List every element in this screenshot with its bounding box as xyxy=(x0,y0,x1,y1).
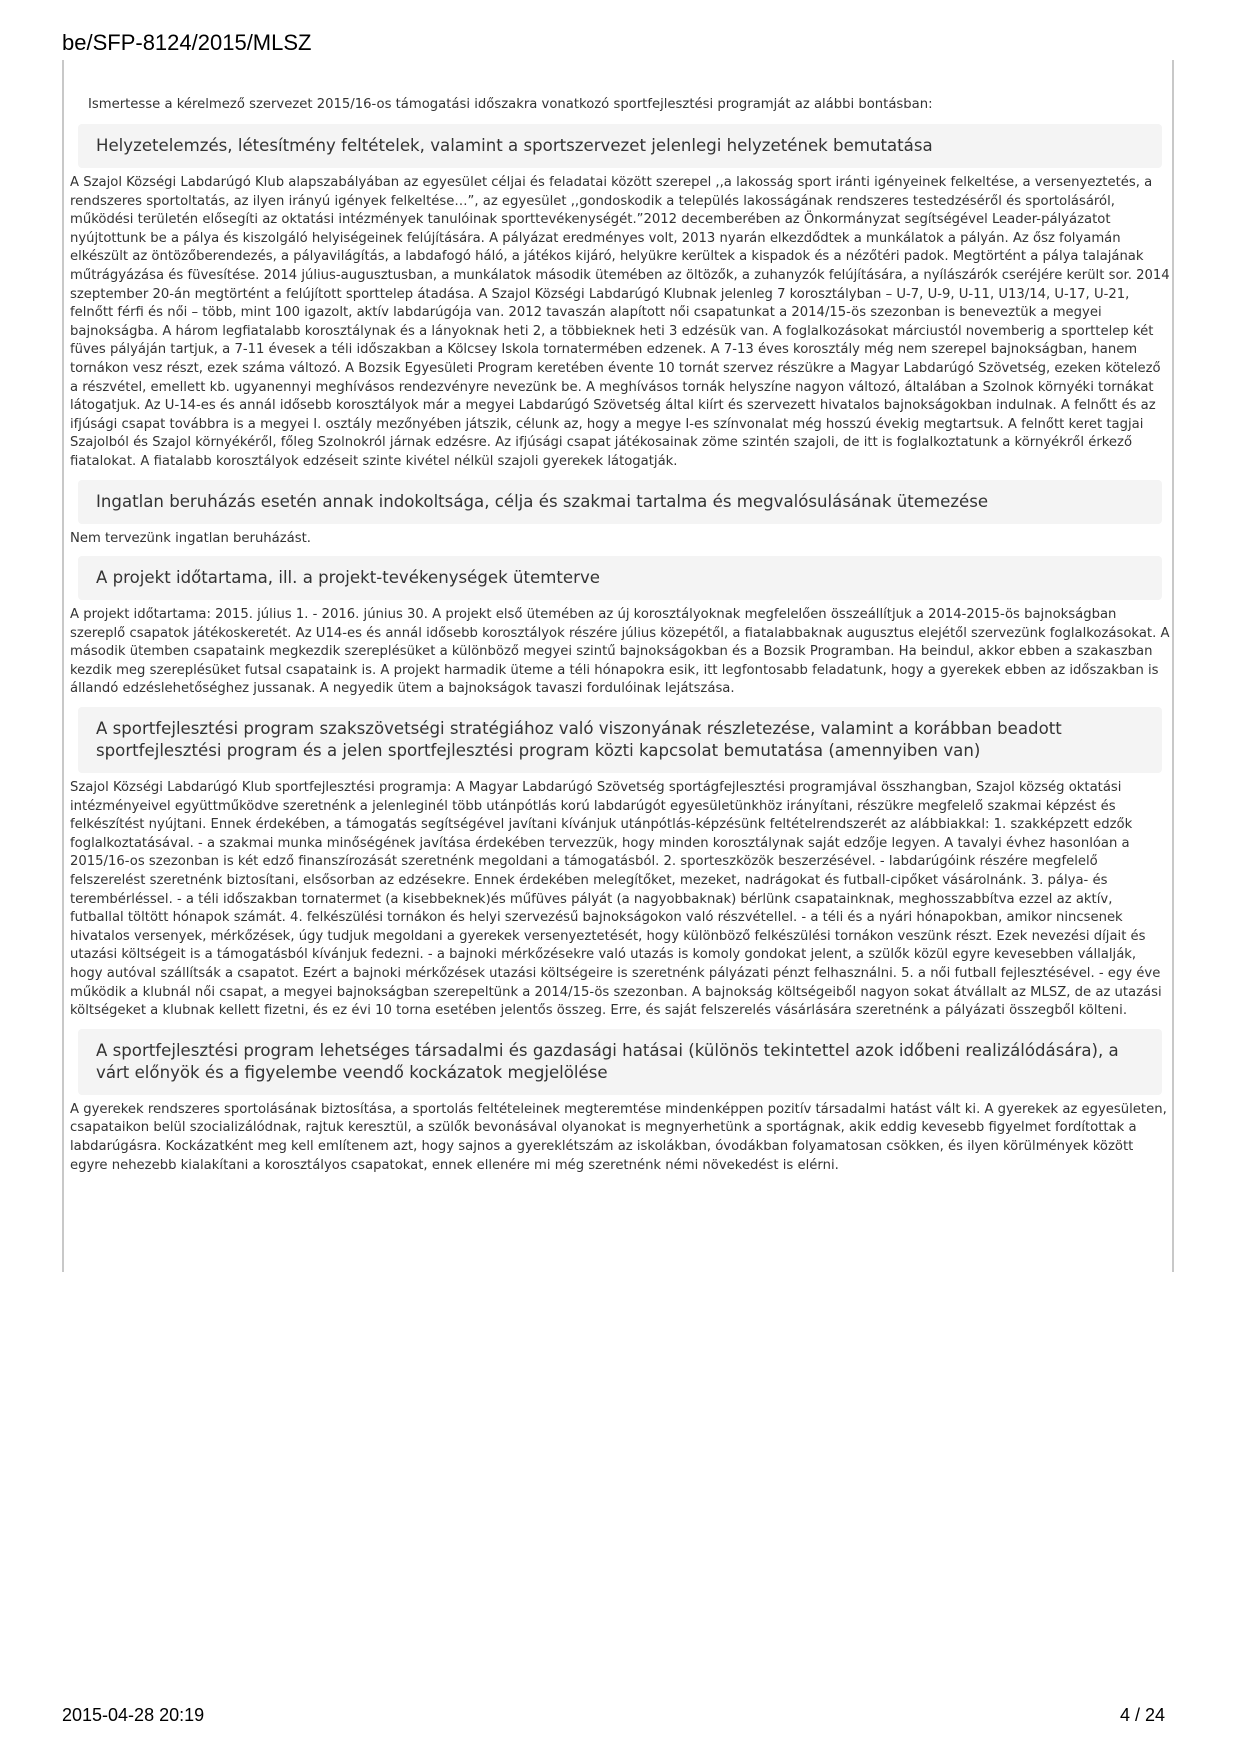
page-number: 4 / 24 xyxy=(1119,1705,1165,1725)
section-heading-real-estate: Ingatlan beruházás esetén annak indokoltsága, célja és szakmai tartalma és megvalósulásának ütemezése xyxy=(78,480,1162,524)
form-content xyxy=(70,96,1170,1183)
section-heading-strategy: A sportfejlesztési program szakszövetségi stratégiához való viszonyának részletezése, valamint a korábban beadott sportfejlesztési program és a jelen sportfejlesztési program közti kapcsolat bemutatása (amennyiben van) xyxy=(78,707,1162,773)
section-body-situation: A Szajol Községi Labdarúgó Klub alapszabályában az egyesület céljai és feladatai között szerepel ,,a lakosság sport iránti igényeinek felkeltése, a versenyeztetés, a rendszeres sportoltatás, az ilyen irányú igények felkeltése…”, az egyesület ,,gondoskodik a település lakosságának rendszeres testedzéséről és sportolásáról, működési területén elősegíti az oktatási intézmények tanulóinak sporttevékenységét.”2012 decemberében az Önkormányzat segítségével Leader-pályázatot nyújtottunk be a pálya és kiszolgáló helyiségeinek felújítására. A pályázat eredményes volt, 2013 nyarán elkezdődtek a munkálatok a pályán. Az ősz folyamán elkészült az öntözőberendezés, a pályavilágítás, a labdafogó háló, a játékos kijáró, helyükre kerültek a kispadok és a nézőtéri padok. Megtörtént a pálya talajának műtrágyázása és füvesítése. 2014 július-augusztusban, a munkálatok második ütemében az öltözők, a zuhanyzók felújítására, a nyílászárók cseréjére került sor. 2014 szeptember 20-án megtörtént a felújított sporttelep átadása. A Szajol Községi Labdarúgó Klubnak jelenleg 7 korosztályban – U-7, U-9, U-11, U13/14, U-17, U-21, felnőtt férfi és női – több, mint 100 igazolt, aktív labdarúgója van. 2012 tavaszán alapított női csapatunkat a 2014/15-ös szezonban is beneveztük a megyei bajnokságba. A három legfiatalabb korosztálynak és a lányoknak heti 2, a többieknek heti 3 edzésük van. A foglalkozásokat márciustól novemberig a sporttelep két füves pályáján tartjuk, a 7-11 évesek a téli időszakban a Kölcsey Iskola tornatermében edzenek. A 7-13 éves korosztály még nem szerepel bajnokságban, hanem tornákon vesz részt, ezek száma változó. A Bozsik Egyesületi Program keretében évente 10 tornát szervez részükre a Magyar Labdarúgó Szövetség, ezeken kötelező a részvétel, emellett kb. ugyanennyi meghívásos rendezvényre nevezünk be. A meghívásos tornák helyszíne nagyon változó, általában a Szolnok környéki tornákat látogatjuk. Az U-14-es és annál idősebb korosztályok már a megyei Labdarúgó Szövetség által kiírt és szervezett hivatalos bajnokságokban indulnak. A felnőtt és az ifjúsági csapat továbbra is a megyei I. osztály mezőnyében játszik, célunk az, hogy a megye I-es színvonalat még hosszú évekig megtartsuk. A felnőtt keret tagjai Szajolból és Szajol környékéről, főleg Szolnokról járnak edzésre. Az ifjúsági csapat játékosainak zöme szintén szajoli, de itt is foglalkoztatunk a környékről érkező fiatalokat. A fiatalabb korosztályok edzéseit szinte kivétel nélkül szajoli gyerekek látogatják. xyxy=(70,175,1170,469)
section-body-schedule: A projekt időtartama: 2015. július 1. - 2016. június 30. A projekt első ütemében az új korosztályoknak megfelelően összeállítjuk a 2014-2015-ös bajnokságban szereplő csapatok játékoskeretét. Az U14-es és annál idősebb korosztályok részére július közepétől, a fiatalabbaknak augusztus elejétől szervezünk foglalkozásokat. A második ütemben csapataink megkezdik szereplésüket a különböző megyei szintű bajnokságokban és a Bozsik Programban. Ha beindul, akkor ebben a szakaszban kezdik meg szereplésüket futsal csapataink is. A projekt harmadik üteme a téli hónapokra esik, itt legfontosabb feladatunk, hogy a gyerekek ebben az időszakban is állandó edzéslehetőséghez jussanak. A negyedik ütem a bajnokságok tavaszi fordulóinak lejátszása. xyxy=(70,607,1170,697)
footer-datetime: 2015-04-28 20:19 xyxy=(62,1705,205,1725)
document-id: be/SFP-8124/2015/MLSZ xyxy=(62,30,312,55)
intro-text: Ismertesse a kérelmező szervezet 2015/16-os támogatási időszakra vonatkozó sportfejlesztési programját az alábbi bontásban: xyxy=(88,97,933,112)
section-body-real-estate: Nem tervezünk ingatlan beruházást. xyxy=(70,530,311,546)
section-heading-impacts: A sportfejlesztési program lehetséges társadalmi és gazdasági hatásai (különös tekintettel azok időbeni realizálódására), a várt előnyök és a figyelembe veendő kockázatok megjelölése xyxy=(78,1029,1162,1095)
section-body-impacts: A gyerekek rendszeres sportolásának biztosítása, a sportolás feltételeinek megteremtése mindenképpen pozitív társadalmi hatást vált ki. A gyerekek az egyesületen, csapataikon belül szocializálódnak, rajtuk keresztül, a szülők bevonásával olyanokat is megnyerhetünk a sportágnak, akik eddig kevesebb figyelmet fordítottak a labdarúgásra. Kockázatként meg kell említenem azt, hogy sajnos a gyereklétszám az iskolákban, óvodákban folyamatosan csökken, és ilyen körülmények között egyre nehezebb kialakítani a korosztályos csapatokat, ennek ellenére mi még szeretnénk némi növekedést is elérni. xyxy=(70,1101,1167,1173)
section-body-strategy: Szajol Községi Labdarúgó Klub sportfejlesztési programja: A Magyar Labdarúgó Szövetség sportágfejlesztési programjával összhangban, Szajol község oktatási intézményeivel együttműködve szeretnénk a jelenleginél több utánpótlás korú labdarúgót egyesületünkhöz irányítani, részükre megfelelő szakmai képzést és felkészítést nyújtani. Ennek érdekében, a támogatás segítségével javítani kívánjuk utánpótlás-képzésünk feltételrendszerét az alábbiakkal: 1. szakképzett edzők foglalkoztatásával. - a szakmai munka minőségének javítása érdekében tervezzük, hogy minden korosztálynak saját edzője legyen. A tavalyi évhez hasonlóan a 2015/16-os szezonban is két edző finanszírozását szeretnénk megoldani a támogatásból. 2. sporteszközök beszerzésével. - labdarúgóink részére megfelelő felszerelést szeretnénk biztosítani, elsősorban az edzésekre. Ennek érdekében melegítőket, mezeket, nadrágokat és futball-cipőket vásárolnánk. 3. pálya- és terembérléssel. - a téli időszakban tornatermet (a kisebbeknek)és műfüves pályát (a nagyobbaknak) bérlünk csapatainknak, meghosszabbítva ezzel az aktív, futballal töltött hónapok számát. 4. felkészülési tornákon és helyi szervezésű bajnokságokon való részvétellel. - a téli és a nyári hónapokban, amikor nincsenek hivatalos versenyek, mérkőzések, úgy tudjuk megoldani a gyerekek versenyeztetését, hogy különböző felkészülési tornákon veszünk részt. Ezek nevezési díjait és utazási költségeit is a támogatásból kívánjuk fedezni. - a bajnoki mérkőzésekre való utazás is komoly gondokat jelent, a szülők közül egyre kevesebben vállalják, hogy autóval szállítsák a csapatot. Ezért a bajnoki mérkőzések utazási költségeire is szeretnénk pályázati pénzt felhasználni. 5. a női futball fejlesztésével. - egy éve működik a klubnál női csapat, a megyei bajnokságban szerepeltünk a 2014/15-ös szezonban. A bajnokság költségeiből nagyon sokat átvállalt az MLSZ, de az utazási költségeket a klubnak kellett fizetni, és ez évi 10 torna esetében jelentős összeg. Erre, és saját felszerelés vásárlására szeretnénk a pályázati összegből költeni. xyxy=(70,780,1162,1019)
section-heading-situation: Helyzetelemzés, létesítmény feltételek, valamint a sportszervezet jelenlegi helyzetének bemutatása xyxy=(78,124,1162,168)
section-heading-schedule: A projekt időtartama, ill. a projekt-tevékenységek ütemterve xyxy=(78,556,1162,600)
